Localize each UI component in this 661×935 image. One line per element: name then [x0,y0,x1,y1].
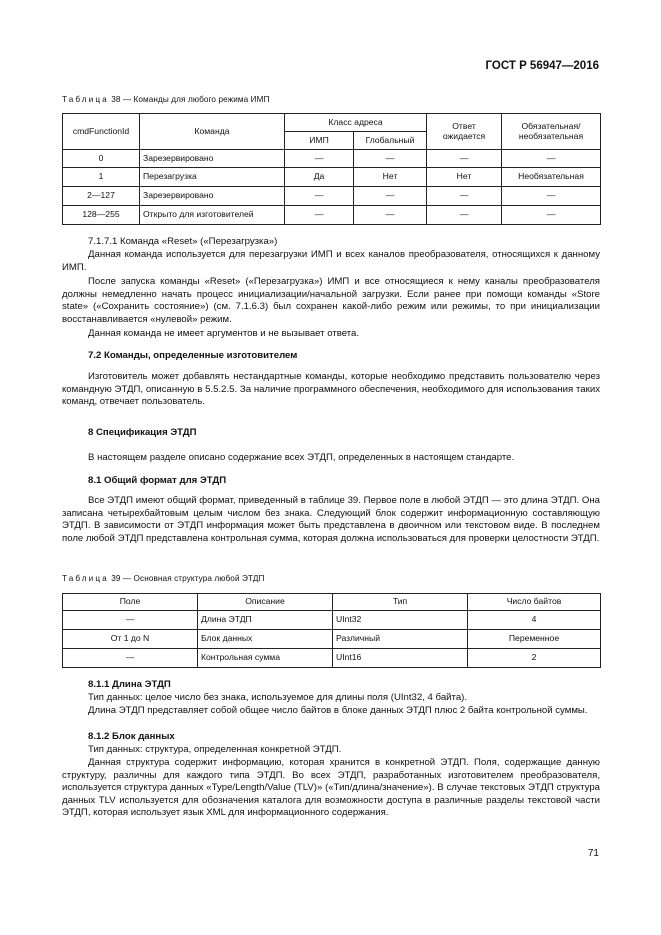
table-cell: Зарезервировано [140,150,285,168]
section-7-1-7-1-title: 7.1.7.1 Команда «Reset» («Перезагрузка») [88,236,278,247]
table-39-caption-text: 39 — Основная структура любой ЭТДП [111,574,265,583]
section-8-1-2-paragraph-2: Данная структура содержит информацию, которая хранится в конкретной ЭТДП. Поля, содержащие данную структуру, различны для каждого типа ЭТДП. Во всех ЭТДП, разработанных изготовителем преобразователя, используется структура данных «Type/Length/Value (TLV)» («Тип/длина/значение»). В случае текстовых ЭТДП структура данных TLV используется для обозначения каталога для возможности доступа в различные разделы текстовой части ЭТДП, которая использует язык XML для информационного содержания. [62,757,600,819]
table-cell: — [63,611,198,630]
section-7-2-paragraph-1: Изготовитель может добавлять нестандартные команды, которые необходимо представить пользователю через командную ЭТДП, описанную в 5.5.2.5. За наличие программного обеспечения, необходимого для использования таких команд, отвечает пользователь. [62,371,600,408]
table-cell: Длина ЭТДП [198,611,333,630]
table-cell: Различный [333,630,468,649]
table-row [63,630,601,649]
table-cell: — [427,187,502,206]
section-7-1-7-1-paragraph-2: После запуска команды «Reset» («Перезагрузка») ИМП и все относящиеся к нему каналы преобразователя должны немедленно начать процесс инициализации/начальной загрузки. Если ранее при помощи команды «Store state» («Сохранить состояние») (см. 7.1.6.3) был сохранен какой-либо режим или режимы, то при инициализации восстанавливается «нулевой» режим. [62,276,600,325]
table-cell: — [502,206,601,225]
table-cell: 2 [468,649,601,668]
table-cell: 1 [63,168,140,187]
table-cell: Нет [354,168,427,187]
table-cell: Нет [427,168,502,187]
table-cell: — [285,187,354,206]
table-38-header-address-class: Класс адреса [285,114,427,132]
table-cell: Переменное [468,630,601,649]
section-8-1-1-paragraph-1: Тип данных: целое число без знака, используемое для длины поля (UInt32, 4 байта). [88,692,468,703]
table-39-header-type: Тип [333,594,468,611]
table-cell: Открыто для изготовителей [140,206,285,225]
table-38-header-fid: cmdFunctionId [63,114,140,150]
table-cell: UInt32 [333,611,468,630]
table-38-header-imp: ИМП [285,132,354,150]
table-row [63,206,601,225]
table-cell: Да [285,168,354,187]
table-38-header-response: Ответ ожидается [427,114,502,150]
table-row [63,150,601,168]
section-7-1-7-1-paragraph-3: Данная команда не имеет аргументов и не вызывает ответа. [88,328,360,339]
section-8-heading: 8 Спецификация ЭТДП [88,427,197,438]
table-cell: 128—255 [63,206,140,225]
table-38 [62,113,601,225]
table-38-caption-text: 38 — Команды для любого режима ИМП [111,95,270,104]
table-row [63,649,601,668]
table-cell: Блок данных [198,630,333,649]
table-39-header-bytes: Число байтов [468,594,601,611]
section-8-1-heading: 8.1 Общий формат для ЭТДП [88,475,227,486]
table-cell: 0 [63,150,140,168]
table-39-header-field: Поле [63,594,198,611]
table-cell: — [427,206,502,225]
table-39-caption-prefix: Таблица [62,574,109,583]
section-8-1-2-heading: 8.1.2 Блок данных [88,731,175,742]
table-cell: 4 [468,611,601,630]
table-cell: — [502,150,601,168]
table-cell: — [285,150,354,168]
section-8-paragraph-1: В настоящем разделе описано содержание всех ЭТДП, определенных в настоящем стандарте. [88,452,515,463]
table-cell: Контрольная сумма [198,649,333,668]
table-cell: — [354,206,427,225]
table-cell: — [354,150,427,168]
table-39-caption [62,574,264,583]
table-cell: — [63,649,198,668]
section-8-1-1-paragraph-2: Длина ЭТДП представляет собой общее число байтов в блоке данных ЭТДП плюс 2 байта контрольной суммы. [88,705,588,716]
table-cell: Зарезервировано [140,187,285,206]
table-39-header-description: Описание [198,594,333,611]
table-38-header-mandatory: Обязательная/ необязательная [502,114,601,150]
table-row [63,611,601,630]
table-38-header-global: Глобальный [354,132,427,150]
table-38-caption-prefix: Таблица [62,95,109,104]
table-38-caption [62,95,270,104]
section-8-1-paragraph-1: Все ЭТДП имеют общий формат, приведенный в таблице 39. Первое поле в любой ЭТДП — это длина ЭТДП. Она записана четырехбайтовым целым числом без знака. Следующий блок содержит информационную составляющую ЭТДП. В зависимости от ЭТДП информация может быть представлена в двоичном или текстовом виде. В последнем поле любой ЭТДП представлена контрольная сумма, которая должна использоваться для проверки целостности ЭТДП. [62,495,600,544]
table-cell: — [285,206,354,225]
table-39 [62,593,601,668]
table-cell: UInt16 [333,649,468,668]
table-cell: — [427,150,502,168]
section-8-1-2-paragraph-1: Тип данных: структура, определенная конкретной ЭТДП. [88,744,342,755]
table-row [63,168,601,187]
table-cell: — [354,187,427,206]
document-header: ГОСТ Р 56947—2016 [485,60,599,72]
table-cell: — [502,187,601,206]
section-8-1-1-heading: 8.1.1 Длина ЭТДП [88,679,171,690]
table-cell: 2—127 [63,187,140,206]
table-row [63,187,601,206]
section-7-2-heading: 7.2 Команды, определенные изготовителем [88,350,298,361]
table-cell: От 1 до N [63,630,198,649]
table-38-header-command: Команда [140,114,285,150]
table-cell: Перезагрузка [140,168,285,187]
section-7-1-7-1-paragraph-1: Данная команда используется для перезагрузки ИМП и всех каналов преобразователя, относящихся к данному ИМП. [62,249,600,273]
table-cell: Необязательная [502,168,601,187]
page-number: 71 [587,848,599,859]
